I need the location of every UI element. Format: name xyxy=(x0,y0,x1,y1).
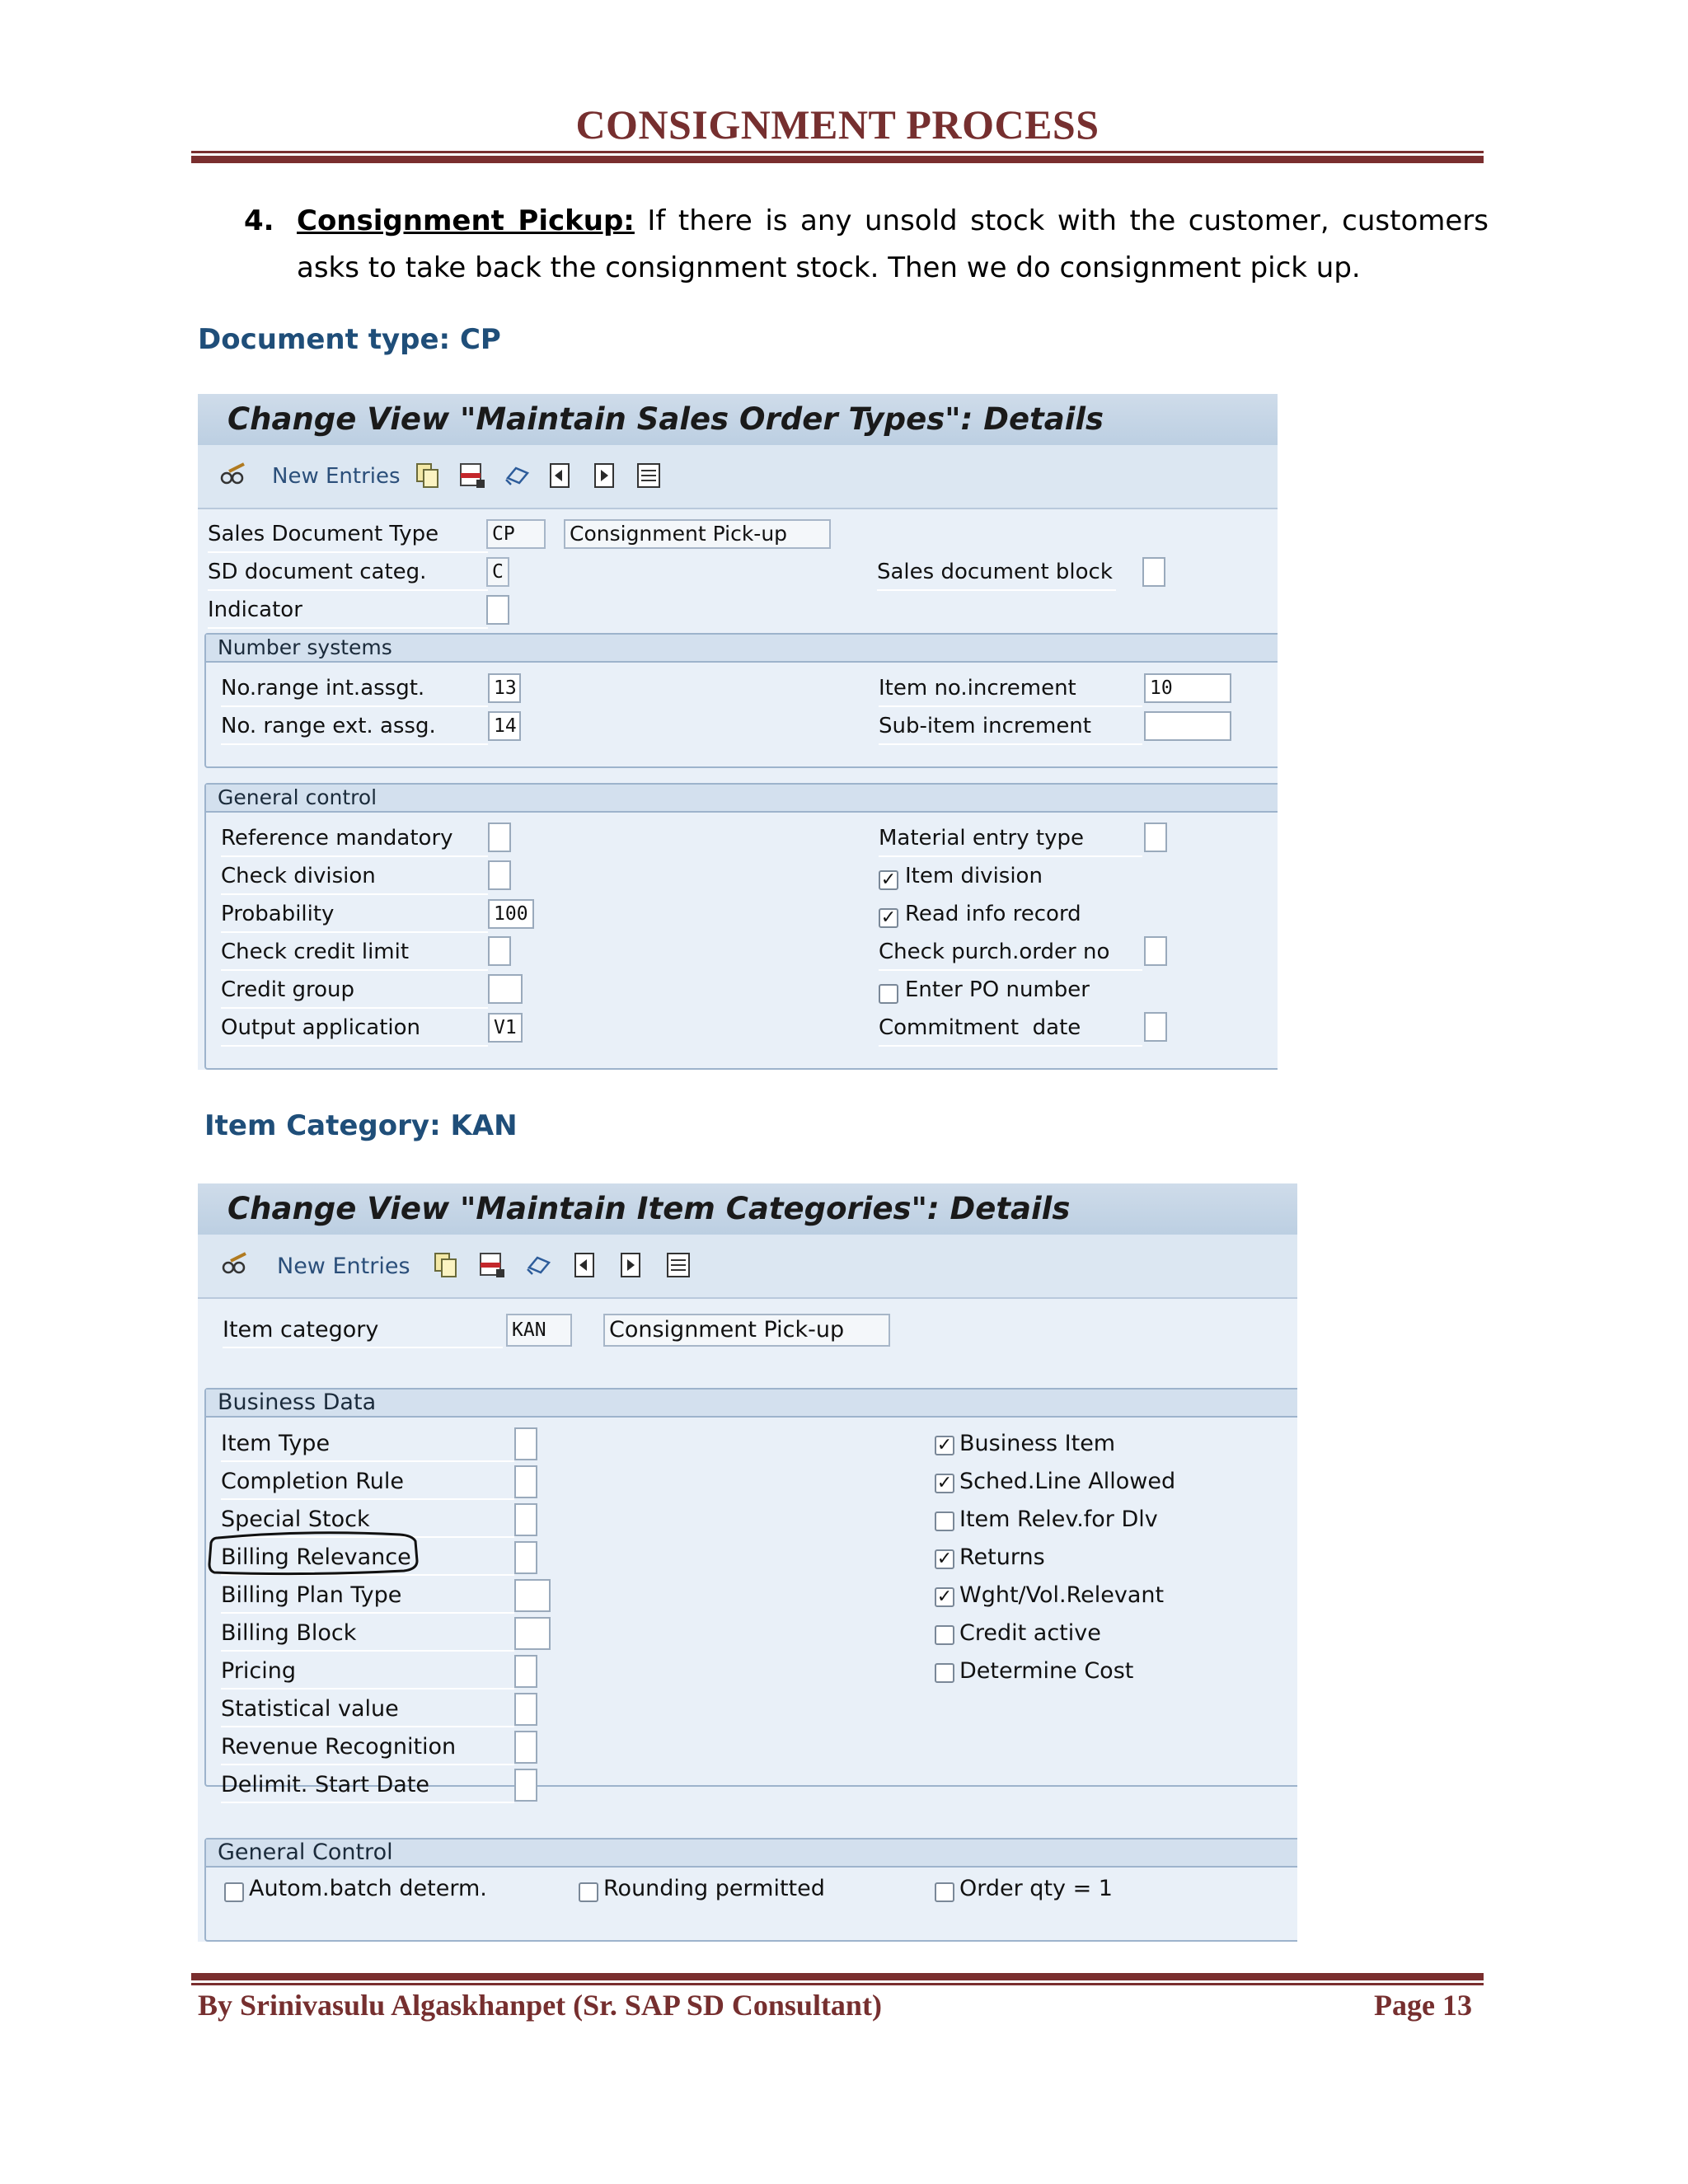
intro-paragraph xyxy=(244,198,1489,292)
check-purch-order-label: Check purch.order no xyxy=(879,940,1110,964)
pencil-glasses-icon[interactable] xyxy=(221,1251,249,1279)
business-data-checkbox-label: Credit active xyxy=(959,1620,1101,1646)
business-data-field[interactable] xyxy=(514,1427,537,1460)
underline xyxy=(221,1764,514,1765)
underline xyxy=(879,705,1142,707)
toolbar xyxy=(198,445,1278,509)
reference-mandatory-label: Reference mandatory xyxy=(221,826,453,851)
underline xyxy=(877,589,1116,591)
business-data-checkbox-label: Item Relev.for Dlv xyxy=(959,1507,1158,1532)
indicator-field[interactable] xyxy=(486,595,509,625)
undo-icon[interactable] xyxy=(524,1251,552,1279)
page-number: Page 13 xyxy=(1374,1989,1472,2022)
business-data-checkbox-label: Sched.Line Allowed xyxy=(959,1469,1176,1494)
previous-entry-icon[interactable] xyxy=(546,462,574,490)
material-entry-type-label: Material entry type xyxy=(879,826,1084,851)
business-data-checkbox-label: Determine Cost xyxy=(959,1658,1134,1684)
business-data-label: Item Type xyxy=(221,1431,331,1456)
underline xyxy=(221,931,488,933)
group-title: Number systems xyxy=(206,635,1278,663)
number-systems-group xyxy=(204,633,1278,768)
item-no-increment-field[interactable]: 10 xyxy=(1144,673,1231,703)
order-qty-checkbox[interactable] xyxy=(935,1882,954,1902)
underline xyxy=(221,969,488,971)
business-data-field[interactable] xyxy=(514,1617,551,1650)
no-range-int-field[interactable]: 13 xyxy=(488,673,521,703)
business-data-checkbox[interactable]: ✓ xyxy=(935,1549,954,1569)
sales-doc-block-label: Sales document block xyxy=(877,560,1113,584)
sales-doc-type-label: Sales Document Type xyxy=(208,522,439,546)
read-info-record-checkbox[interactable]: ✓ xyxy=(879,908,898,928)
business-data-label: Completion Rule xyxy=(221,1469,404,1494)
check-credit-limit-field[interactable] xyxy=(488,936,511,966)
item-category-label: Item category xyxy=(223,1317,379,1343)
underline xyxy=(221,1498,514,1500)
screen-title: Change View "Maintain Sales Order Types": Details xyxy=(198,394,1278,445)
next-entry-icon[interactable] xyxy=(590,462,618,490)
business-data-field[interactable] xyxy=(514,1731,537,1764)
check-division-field[interactable] xyxy=(488,860,511,890)
delete-icon[interactable] xyxy=(458,462,486,490)
intro-text: If there is any unsold stock with the customer, customers asks to take back the consignment stock. Then we do consignment pick up. xyxy=(297,204,1489,284)
commitment-date-field[interactable] xyxy=(1144,1012,1167,1042)
underline xyxy=(223,1347,503,1348)
probability-field[interactable]: 100 xyxy=(488,899,534,929)
group-title: General control xyxy=(206,785,1278,813)
underline xyxy=(221,1688,514,1690)
header-rule-thin xyxy=(191,151,1484,153)
business-data-group xyxy=(204,1388,1297,1797)
new-entries-button[interactable]: New Entries xyxy=(272,464,401,489)
group-title: General Control xyxy=(206,1840,1297,1868)
underline xyxy=(221,1650,514,1652)
read-info-record-label: Read info record xyxy=(905,902,1081,926)
business-data-label: Billing Block xyxy=(221,1620,357,1646)
business-data-label: Billing Relevance xyxy=(221,1544,411,1570)
delete-icon[interactable] xyxy=(478,1251,506,1279)
business-data-checkbox[interactable]: ✓ xyxy=(935,1474,954,1493)
check-credit-limit-label: Check credit limit xyxy=(221,940,410,964)
underline xyxy=(221,1726,514,1727)
business-data-field[interactable] xyxy=(514,1465,537,1498)
billing-relevance-highlight xyxy=(206,1528,429,1582)
underline xyxy=(221,1802,514,1803)
business-data-label: Special Stock xyxy=(221,1507,370,1532)
item-division-checkbox[interactable]: ✓ xyxy=(879,870,898,890)
pencil-glasses-icon[interactable] xyxy=(219,462,247,490)
reference-mandatory-field[interactable] xyxy=(488,823,511,852)
previous-entry-icon[interactable] xyxy=(570,1251,598,1279)
check-division-label: Check division xyxy=(221,864,376,888)
no-range-int-label: No.range int.assgt. xyxy=(221,676,425,701)
underline xyxy=(208,589,488,591)
business-data-checkbox-label: Wght/Vol.Relevant xyxy=(959,1582,1165,1608)
header-rule-thick xyxy=(191,156,1484,163)
business-data-field[interactable] xyxy=(514,1693,537,1726)
page-title: CONSIGNMENT PROCESS xyxy=(575,101,1100,148)
business-data-checkbox[interactable] xyxy=(935,1625,954,1645)
check-purch-order-field[interactable] xyxy=(1144,936,1167,966)
underline xyxy=(221,1612,514,1614)
business-data-field[interactable] xyxy=(514,1503,537,1536)
business-data-checkbox[interactable]: ✓ xyxy=(935,1587,954,1607)
copy-icon[interactable] xyxy=(414,462,442,490)
business-data-label: Pricing xyxy=(221,1658,297,1684)
footer-rule-thin xyxy=(191,1983,1484,1985)
underline xyxy=(879,969,1142,971)
business-data-checkbox[interactable] xyxy=(935,1663,954,1683)
intro-term: Consignment Pickup: xyxy=(297,204,635,237)
enter-po-number-checkbox[interactable] xyxy=(879,984,898,1004)
underline xyxy=(221,1007,488,1009)
no-range-ext-label: No. range ext. assg. xyxy=(221,714,436,738)
sub-item-increment-field[interactable] xyxy=(1144,711,1231,741)
item-categories-screen xyxy=(198,1183,1297,1942)
business-data-field[interactable] xyxy=(514,1541,537,1574)
business-data-checkbox[interactable]: ✓ xyxy=(935,1436,954,1455)
business-data-label: Delimit. Start Date xyxy=(221,1772,430,1797)
general-control-group xyxy=(204,783,1278,1070)
material-entry-type-field[interactable] xyxy=(1144,823,1167,852)
item-division-label: Item division xyxy=(905,864,1043,888)
underline xyxy=(879,743,1142,745)
list-number: 4. xyxy=(244,204,274,237)
screen-title: Change View "Maintain Item Categories": Details xyxy=(198,1183,1297,1235)
business-data-label: Statistical value xyxy=(221,1696,399,1722)
underline xyxy=(221,893,488,895)
underline xyxy=(221,855,488,857)
underline xyxy=(221,705,488,707)
underline xyxy=(208,551,488,553)
sd-doc-categ-field[interactable]: C xyxy=(486,557,509,587)
business-data-field[interactable] xyxy=(514,1655,537,1688)
business-data-checkbox-label: Returns xyxy=(959,1544,1045,1570)
item-no-increment-label: Item no.increment xyxy=(879,676,1076,701)
new-entries-button[interactable]: New Entries xyxy=(277,1254,410,1279)
rounding-label: Rounding permitted xyxy=(603,1876,825,1901)
footer-author: By Srinivasulu Algaskhanpet (Sr. SAP SD Consultant) xyxy=(198,1989,882,2022)
rounding-checkbox[interactable] xyxy=(579,1882,598,1902)
credit-group-field[interactable] xyxy=(488,974,523,1004)
business-data-label: Billing Plan Type xyxy=(221,1582,402,1608)
sales-doc-type-description: Consignment Pick-up xyxy=(564,519,831,549)
select-list-icon[interactable] xyxy=(664,1251,692,1279)
doc-type-heading: Document type: CP xyxy=(198,323,501,356)
item-category-field[interactable]: KAN xyxy=(506,1314,572,1347)
underline xyxy=(221,743,488,745)
general-control-group xyxy=(204,1838,1297,1942)
underline xyxy=(221,1460,514,1462)
business-data-label: Revenue Recognition xyxy=(221,1734,457,1760)
no-range-ext-field[interactable]: 14 xyxy=(488,711,521,741)
output-application-label: Output application xyxy=(221,1015,420,1040)
indicator-label: Indicator xyxy=(208,598,302,622)
business-data-field[interactable] xyxy=(514,1579,551,1612)
select-list-icon[interactable] xyxy=(635,462,663,490)
sub-item-increment-label: Sub-item increment xyxy=(879,714,1091,738)
enter-po-number-label: Enter PO number xyxy=(905,977,1090,1002)
undo-icon[interactable] xyxy=(503,462,531,490)
next-entry-icon[interactable] xyxy=(617,1251,645,1279)
item-cat-heading: Item Category: KAN xyxy=(204,1109,518,1142)
autom-batch-checkbox[interactable] xyxy=(224,1882,244,1902)
commitment-date-label: Commitment date xyxy=(879,1015,1081,1040)
sales-order-types-screen xyxy=(198,394,1278,1070)
sales-doc-type-field[interactable]: CP xyxy=(486,519,546,549)
sd-doc-categ-label: SD document categ. xyxy=(208,560,427,584)
business-data-checkbox-label: Business Item xyxy=(959,1431,1116,1456)
underline xyxy=(221,1045,488,1047)
output-application-field[interactable]: V1 xyxy=(488,1013,523,1043)
underline xyxy=(879,855,1142,857)
autom-batch-label: Autom.batch determ. xyxy=(249,1876,487,1901)
group-title: Business Data xyxy=(206,1390,1297,1418)
footer-rule-thick xyxy=(191,1973,1484,1980)
item-category-description: Consignment Pick-up xyxy=(603,1314,890,1347)
credit-group-label: Credit group xyxy=(221,977,354,1002)
underline xyxy=(879,1045,1142,1047)
sales-doc-block-field[interactable] xyxy=(1142,557,1165,587)
order-qty-label: Order qty = 1 xyxy=(959,1876,1113,1901)
business-data-checkbox[interactable] xyxy=(935,1511,954,1531)
probability-label: Probability xyxy=(221,902,335,926)
toolbar xyxy=(198,1235,1297,1299)
underline xyxy=(208,627,488,629)
business-data-field[interactable] xyxy=(514,1769,537,1802)
copy-icon[interactable] xyxy=(432,1251,460,1279)
